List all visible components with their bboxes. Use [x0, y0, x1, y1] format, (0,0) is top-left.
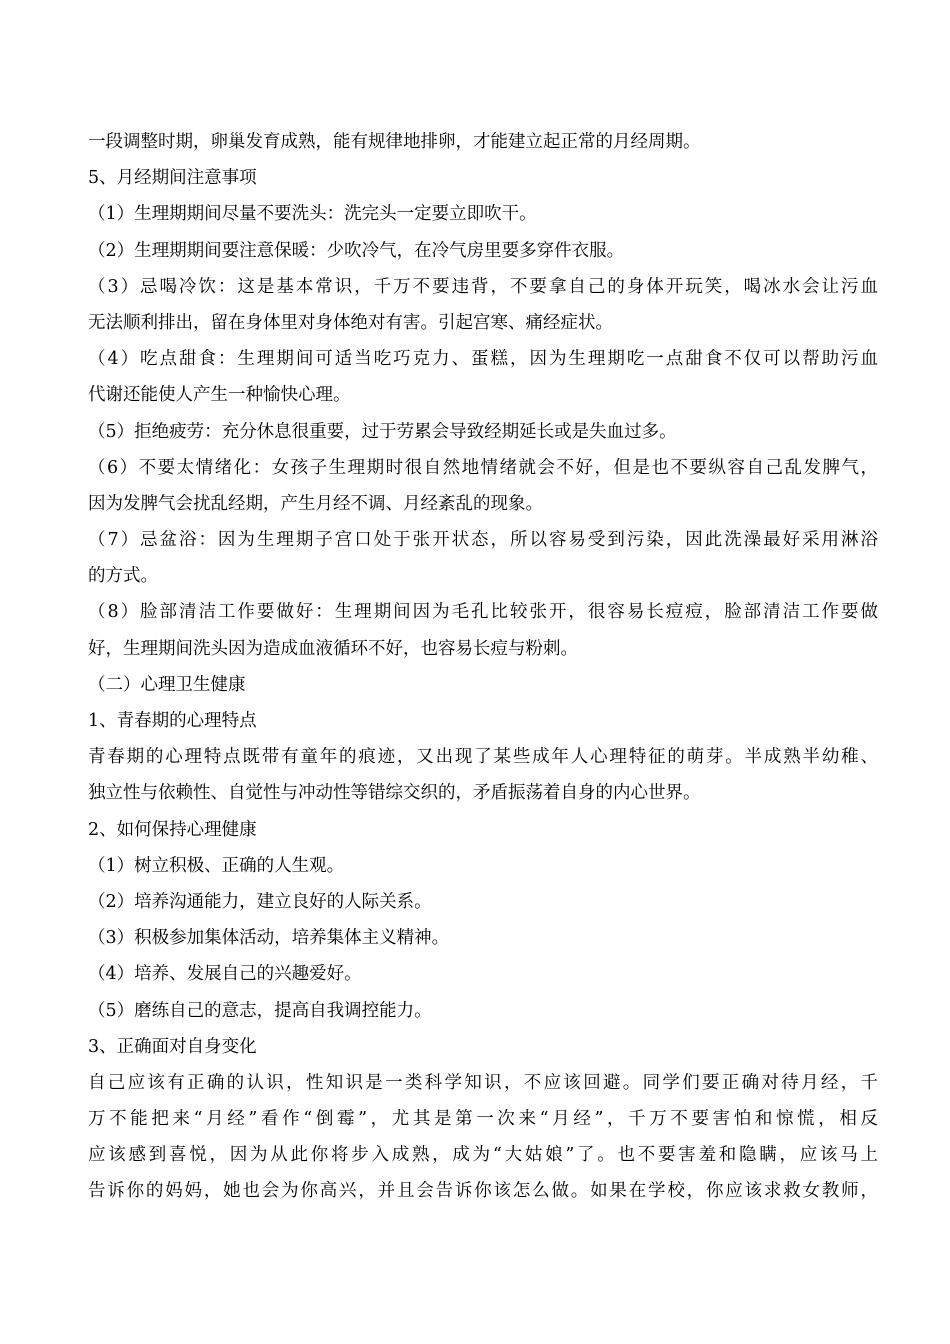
text-line: 因为发脾气会扰乱经期，产生月经不调、月经紊乱的现象。 — [88, 493, 543, 514]
list-item: （4）培养、发展自己的兴趣爱好。 — [88, 964, 362, 985]
text-line: 代谢还能使人产生一种愉快心理。 — [88, 385, 351, 406]
text-line: 的方式。 — [88, 566, 158, 587]
paragraph-line: 应该感到喜悦，因为从此你将步入成熟，成为“大姑娘”了。也不要害羞和隐瞒，应该马上 — [88, 1145, 878, 1166]
list-item: （6）不要太情绪化：女孩子生理期时很自然地情绪就会不好，但是也不要纵容自己乱发脾气， — [88, 457, 878, 478]
text-line: 无法顺利排出，留在身体里对身体绝对有害。引起宫寒、痛经症状。 — [88, 312, 613, 333]
paragraph-line: 告诉你的妈妈，她也会为你高兴，并且会告诉你该怎么做。如果在学校，你应该求救女教师， — [88, 1181, 878, 1202]
list-item: （5）磨练自己的意志，提高自我调控能力。 — [88, 1000, 432, 1021]
list-item: （2）生理期期间要注意保暖：少吹冷气，在冷气房里要多穿件衣服。 — [88, 240, 625, 261]
document-body — [88, 124, 878, 1210]
list-item: （1）树立积极、正确的人生观。 — [88, 855, 345, 876]
list-item: （4）吃点甜食：生理期间可适当吃巧克力、蛋糕，因为生理期吃一点甜食不仅可以帮助污血 — [88, 349, 878, 370]
text-line: 好，生理期间洗头因为造成血液循环不好，也容易长痘与粉刺。 — [88, 638, 578, 659]
section-heading: 3、正确面对自身变化 — [88, 1036, 257, 1057]
list-item: （8）脸部清洁工作要做好：生理期间因为毛孔比较张开，很容易长痘痘，脸部清洁工作要做 — [88, 602, 878, 623]
list-item: （5）拒绝疲劳：充分休息很重要，过于劳累会导致经期延长或是失血过多。 — [88, 421, 677, 442]
paragraph-line: 自己应该有正确的认识，性知识是一类科学知识，不应该回避。同学们要正确对待月经，千 — [88, 1072, 878, 1093]
list-item: （3）忌喝冷饮：这是基本常识，千万不要违背，不要拿自己的身体开玩笑，喝冰水会让污血 — [88, 276, 878, 297]
list-item: （2）培养沟通能力，建立良好的人际关系。 — [88, 891, 432, 912]
section-heading: （二）心理卫生健康 — [88, 674, 246, 695]
text-line: 一段调整时期，卵巢发育成熟，能有规律地排卵，才能建立起正常的月经周期。 — [88, 132, 701, 152]
list-item: （3）积极参加集体活动，培养集体主义精神。 — [88, 928, 450, 949]
text-line: 独立性与依赖性、自觉性与冲动性等错综交织的，矛盾振荡着自身的内心世界。 — [88, 783, 701, 804]
section-heading: 5、月经期间注意事项 — [88, 168, 257, 189]
paragraph-line: 万不能把来“月经”看作“倒霉”，尤其是第一次来“月经”，千万不要害怕和惊慌，相反 — [88, 1109, 878, 1130]
section-heading: 2、如何保持心理健康 — [88, 819, 257, 840]
list-item: （7）忌盆浴：因为生理期子宫口处于张开状态，所以容易受到污染，因此洗澡最好采用淋浴 — [88, 530, 878, 551]
paragraph-line: 青春期的心理特点既带有童年的痕迹，又出现了某些成年人心理特征的萌芽。半成熟半幼稚、 — [88, 747, 878, 768]
section-heading: 1、青春期的心理特点 — [88, 711, 257, 731]
list-item: （1）生理期期间尽量不要洗头：洗完头一定要立即吹干。 — [88, 204, 537, 225]
